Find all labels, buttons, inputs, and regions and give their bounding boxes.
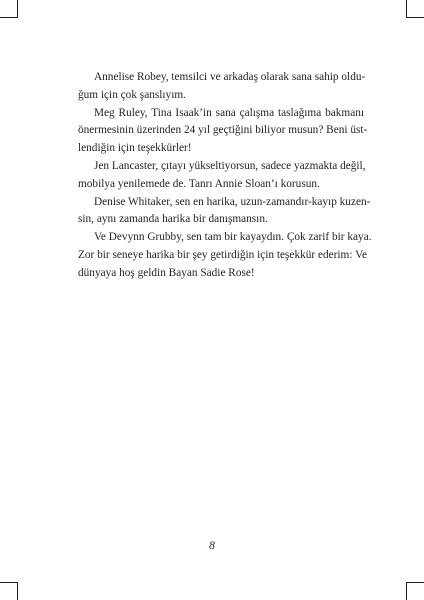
paragraph-denise xyxy=(62,194,371,230)
paragraph-annelise xyxy=(62,69,364,105)
text-line: Denise Whitaker, sen en harika, uzun-zamandır-kayıp kuzen- xyxy=(94,195,371,208)
crop-mark-top-right xyxy=(406,0,407,18)
acknowledgements-text xyxy=(62,69,372,283)
crop-mark-bottom-left-h xyxy=(0,582,18,583)
paragraph-devynn xyxy=(62,229,372,282)
paragraph-meg xyxy=(62,105,368,158)
crop-mark-bottom-right xyxy=(406,582,407,600)
text-line: dünyaya hoş geldin Bayan Sadie Rose! xyxy=(78,266,255,279)
text-line: Ve Devynn Grubby, sen tam bir kayaydın. Çok zarif bir kaya. xyxy=(94,231,372,244)
text-line: Zor bir seneye harika bir şey getirdiğin için teşekkür ederim: Ve xyxy=(78,248,368,261)
crop-mark-bottom-right-h xyxy=(406,582,424,583)
text-line: Jen Lancaster, çıtayı yükseltiyorsun, sadece yazmakta değil, xyxy=(94,159,366,172)
text-line: lendiğin için teşekkürler! xyxy=(78,142,192,155)
text-line: önermesinin üzerinden 24 yıl geçtiğini biliyor musun? Beni üst- xyxy=(78,124,368,137)
paragraph-jen xyxy=(62,158,364,194)
page-number: 8 xyxy=(209,540,215,552)
crop-mark-bottom-left xyxy=(17,582,18,600)
crop-mark-top-left xyxy=(17,0,18,18)
crop-mark-top-right-h xyxy=(406,17,424,18)
text-line: mobilya yenilemede de. Tanrı Annie Sloan’ı korusun. xyxy=(78,177,320,190)
crop-mark-top-left-h xyxy=(0,17,18,18)
text-line: Annelise Robey, temsilci ve arkadaş olarak sana sahip oldu- xyxy=(94,71,366,83)
text-line: ğum için çok şanslıyım. xyxy=(78,88,186,101)
text-line: Meg Ruley, Tina Isaak’in sana çalışma taslağıma bakmanı xyxy=(94,106,364,119)
text-line: sin, aynı zamanda harika bir danışmansın. xyxy=(78,213,268,226)
